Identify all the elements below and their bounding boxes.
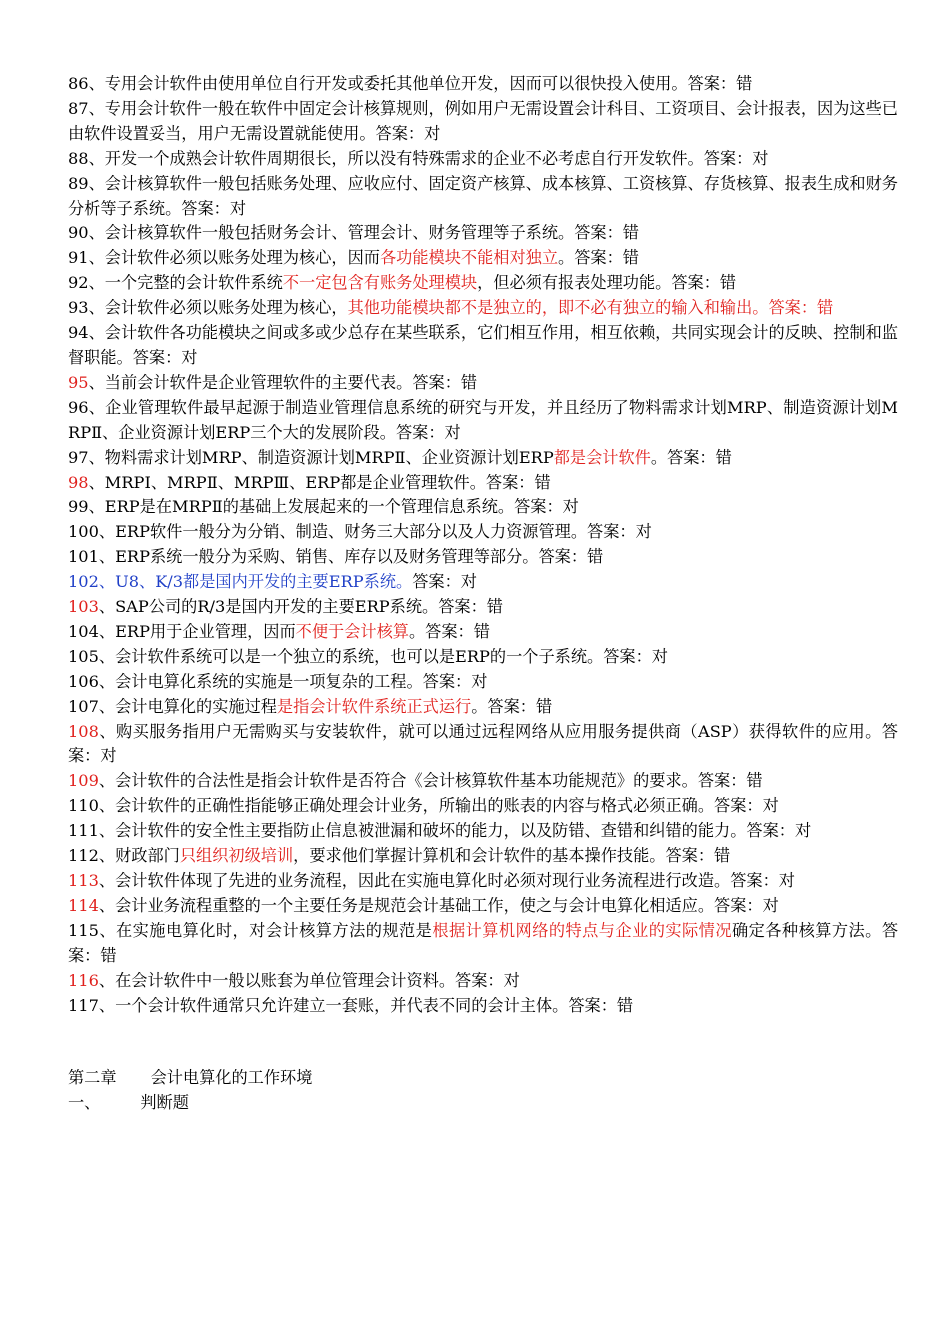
- highlighted-text-red: 98: [68, 472, 89, 492]
- question-text: 105、会计软件系统可以是一个独立的系统，也可以是ERP的一个子系统。答案：对: [68, 646, 668, 666]
- highlighted-text-red: 其他功能模块都不是独立的，即不必有独立的输入和输出。答案：错: [347, 298, 834, 318]
- question-text: 104、ERP用于企业管理，因而: [68, 621, 296, 641]
- question-text: 、会计业务流程重整的一个主要任务是规范会计基础工作，使之与会计电算化相适应。答案：对: [98, 895, 779, 915]
- question-item: [68, 72, 898, 97]
- document-page: [68, 72, 898, 1116]
- question-item: [68, 844, 898, 869]
- question-text: 106、会计电算化系统的实施是一项复杂的工程。答案：对: [68, 671, 488, 691]
- question-item: [68, 172, 898, 222]
- question-text: 115、在实施电算化时，对会计核算方法的规范是: [68, 920, 433, 940]
- question-text: 88、开发一个成熟会计软件周期很长，所以没有特殊需求的企业不必考虑自行开发软件。答案：对: [68, 148, 769, 168]
- question-text: 、当前会计软件是企业管理软件的主要代表。答案：错: [88, 372, 478, 392]
- chapter-number: 第二章: [68, 1068, 117, 1088]
- question-text: 110、会计软件的正确性指能够正确处理会计业务，所输出的账表的内容与格式必须正确。答案：对: [68, 796, 779, 816]
- question-text: 99、ERP是在MRPⅡ的基础上发展起来的一个管理信息系统。答案：对: [68, 497, 579, 517]
- chapter-title: 会计电算化的工作环境: [150, 1068, 313, 1088]
- question-text: 94、会计软件各功能模块之间或多或少总存在某些联系，它们相互作用，相互依赖，共同实现会计的反映、控制和监督职能。答案：对: [68, 323, 898, 367]
- question-item: [68, 296, 898, 321]
- question-text: 87、专用会计软件一般在软件中固定会计核算规则，例如用户无需设置会计科目、工资项目、会计报表，因为这些已由软件设置妥当，用户无需设置就能使用。答案：对: [68, 98, 898, 143]
- question-item: [68, 97, 898, 147]
- question-item: [68, 396, 898, 446]
- highlighted-text-red: 根据计算机网络的特点与企业的实际情况: [432, 920, 732, 940]
- section-title: 判断题: [140, 1093, 189, 1113]
- question-item: [68, 769, 898, 794]
- highlighted-text-red: 109: [68, 771, 99, 791]
- highlighted-text-red: 103: [68, 597, 99, 617]
- question-text: 、会计软件的合法性是指会计软件是否符合《会计核算软件基本功能规范》的要求。答案：错: [98, 771, 763, 791]
- question-text: 确定各种核算方法。答案：错: [68, 920, 899, 965]
- question-text: 112、财政部门: [68, 846, 180, 866]
- question-text: 。答案：错: [471, 696, 553, 716]
- question-text: 93、会计软件必须以账务处理为核心，: [68, 298, 348, 318]
- question-item: [68, 670, 898, 695]
- question-text: 、在会计软件中一般以账套为单位管理会计资料。答案：对: [98, 970, 520, 990]
- question-item: [68, 545, 898, 570]
- highlighted-text-red: 95: [68, 372, 89, 392]
- highlighted-text-red: 113: [68, 871, 99, 890]
- question-text: 、MRPⅠ、MRPⅡ、MRPⅢ、ERP都是企业管理软件。答案：错: [88, 472, 551, 492]
- question-text: 。答案：错: [650, 447, 732, 467]
- question-text: 。答案：错: [558, 248, 639, 268]
- question-item: [68, 894, 898, 919]
- highlighted-text-red: 各功能模块不能相对独立: [379, 248, 559, 268]
- question-item: [68, 595, 898, 620]
- question-text: 111、会计软件的安全性主要指防止信息被泄漏和破坏的能力，以及防错、查错和纠错的能力。答案：对: [68, 821, 812, 841]
- question-item: [68, 819, 898, 844]
- question-text: 89、会计核算软件一般包括账务处理、应收应付、固定资产核算、成本核算、工资核算、存货核算、报表生成和财务分析等子系统。答案：对: [68, 173, 898, 218]
- question-item: [68, 446, 898, 471]
- question-text: 100、ERP软件一般分为分销、制造、财务三大部分以及人力资源管理。答案：对: [68, 522, 652, 542]
- question-item: [68, 794, 898, 819]
- question-item: [68, 869, 898, 894]
- question-item: [68, 471, 898, 496]
- highlighted-text-red: 108: [68, 721, 99, 741]
- question-text: 答案：对: [412, 572, 477, 592]
- question-text: 。答案：错: [408, 621, 490, 641]
- highlighted-text-red: 不便于会计核算: [295, 621, 409, 641]
- highlighted-text-red: 116: [68, 970, 99, 990]
- highlighted-text-red: 114: [68, 895, 99, 915]
- question-item: [68, 919, 898, 969]
- question-item: [68, 321, 898, 371]
- question-text: 91、会计软件必须以账务处理为核心，因而: [68, 248, 380, 268]
- question-text: ，要求他们掌握计算机和会计软件的基本操作技能。答案：错: [293, 846, 731, 866]
- question-item: [68, 994, 898, 1019]
- question-item: [68, 221, 898, 246]
- question-item: [68, 520, 898, 545]
- question-item: [68, 271, 898, 296]
- section-number: 一、: [68, 1093, 101, 1113]
- question-text: 92、一个完整的会计软件系统: [68, 273, 283, 293]
- highlighted-text-red: 只组织初级培训: [179, 846, 294, 866]
- highlighted-text-blue: 102、U8、K/3都是国内开发的主要ERP系统。: [68, 572, 413, 592]
- question-item: [68, 495, 898, 520]
- question-list: [68, 72, 898, 1018]
- question-text: 、会计软件体现了先进的业务流程，因此在实施电算化时必须对现行业务流程进行改造。答案：对: [98, 871, 795, 890]
- question-text: 、购买服务指用户无需购买与安装软件，就可以通过远程网络从应用服务提供商（ASP）获得软件的应用。答案：对: [68, 721, 898, 766]
- question-text: 96、企业管理软件最早起源于制造业管理信息系统的研究与开发，并且经历了物料需求计划MRP、制造资源计划MRPⅡ、企业资源计划ERP三个大的发展阶段。答案：对: [68, 397, 898, 442]
- question-text: 、SAP公司的R/3是国内开发的主要ERP系统。答案：错: [98, 597, 503, 617]
- highlighted-text-red: 都是会计软件: [553, 447, 651, 467]
- question-item: [68, 645, 898, 670]
- question-item: [68, 620, 898, 645]
- question-item: [68, 570, 898, 595]
- question-text: 97、物料需求计划MRP、制造资源计划MRPⅡ、企业资源计划ERP: [68, 447, 554, 467]
- question-text: 107、会计电算化的实施过程: [68, 696, 277, 716]
- highlighted-text-red: 不一定包含有账务处理模块: [282, 273, 478, 293]
- chapter-heading: [68, 1066, 898, 1091]
- question-item: [68, 371, 898, 396]
- question-text: 117、一个会计软件通常只允许建立一套账，并代表不同的会计主体。答案：错: [68, 995, 634, 1015]
- question-item: [68, 147, 898, 172]
- question-item: [68, 969, 898, 994]
- question-item: [68, 246, 898, 271]
- question-text: ，但必须有报表处理功能。答案：错: [477, 273, 737, 293]
- highlighted-text-red: 是指会计软件系统正式运行: [276, 696, 472, 716]
- question-text: 86、专用会计软件由使用单位自行开发或委托其他单位开发，因而可以很快投入使用。答案：错: [68, 74, 753, 93]
- question-text: 101、ERP系统一般分为采购、销售、库存以及财务管理等部分。答案：错: [68, 547, 604, 567]
- question-item: [68, 720, 898, 770]
- question-item: [68, 695, 898, 720]
- question-text: 90、会计核算软件一般包括财务会计、管理会计、财务管理等子系统。答案：错: [68, 223, 639, 243]
- section-heading: [68, 1091, 898, 1116]
